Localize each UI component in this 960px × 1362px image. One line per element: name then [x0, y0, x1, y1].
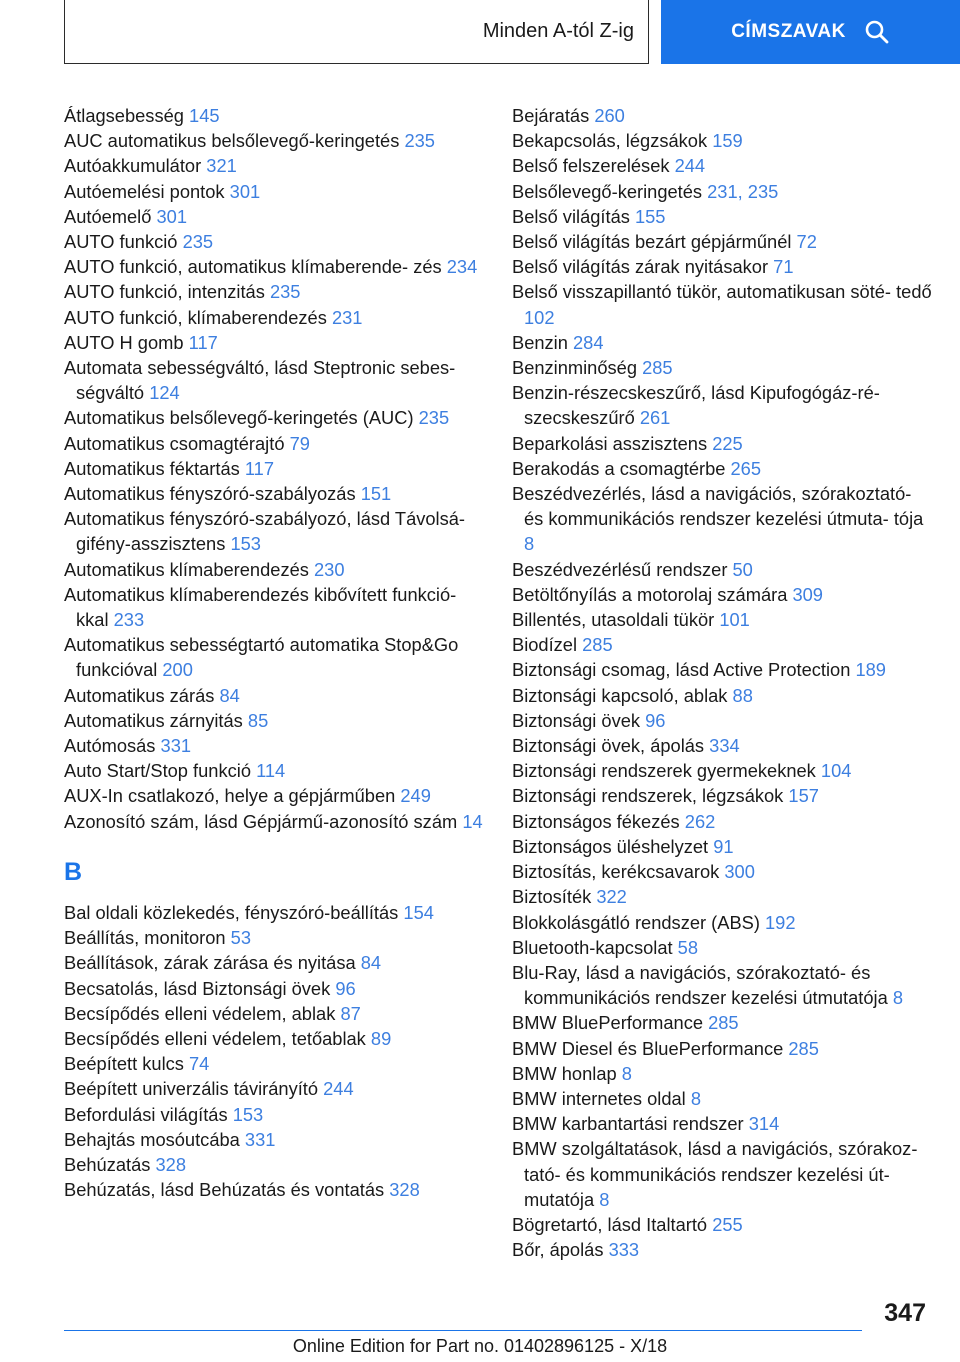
index-entry-page-link[interactable]: 285	[582, 634, 613, 656]
index-entry	[512, 809, 932, 834]
index-entry-text: Automata sebességváltó, lásd Steptronic sebes- ségváltó	[64, 357, 456, 404]
index-entry-page-link[interactable]: 84	[360, 952, 382, 974]
index-entry	[64, 1026, 486, 1051]
index-entry-page-link[interactable]: 235	[418, 407, 450, 429]
index-entry-text: Autóakkumulátor	[64, 155, 202, 177]
index-entry	[64, 950, 486, 975]
index-list-a	[64, 103, 486, 834]
index-entry	[512, 103, 932, 128]
index-entry-text: Becsatolás, lásd Biztonsági övek	[64, 977, 331, 999]
index-entry-page-link[interactable]: 230	[313, 558, 345, 580]
index-entry-page-link[interactable]: 117	[188, 331, 218, 353]
index-entry	[512, 910, 932, 935]
index-entry	[512, 582, 932, 607]
index-entry	[64, 632, 486, 682]
index-entry	[64, 1051, 486, 1076]
index-entry	[512, 632, 932, 657]
index-entry-text: AUTO funkció, intenzitás	[64, 281, 265, 303]
index-entry-text: Autóemelő	[64, 205, 152, 227]
index-entry	[64, 683, 486, 708]
index-entry-page-link[interactable]: 74	[189, 1053, 210, 1075]
index-entry-text: Automatikus fényszóró-szabályozó, lásd Távolsá- gifény-asszisztens	[64, 508, 466, 555]
index-entry-page-link[interactable]: 8	[524, 533, 535, 555]
index-entry	[512, 254, 932, 279]
index-entry	[512, 456, 932, 481]
index-entry	[64, 900, 486, 925]
index-entry-text: BMW BluePerformance	[512, 1012, 703, 1034]
index-entry-page-link[interactable]: 154	[403, 901, 434, 923]
index-entry-page-link[interactable]: 151	[360, 483, 392, 505]
index-entry-text: Blu-Ray, lásd a navigációs, szórakoztató- és kommunikációs rendszer kezelési útmutatója	[512, 961, 888, 1009]
index-entry	[512, 153, 932, 178]
index-entry-text: Biztonságos üléshelyzet	[512, 835, 709, 857]
index-entry	[512, 935, 932, 960]
index-entry-text: AUC automatikus belsőlevegő-keringetés	[64, 130, 400, 152]
index-entry-text: Beszédvezérlés, lásd a navigációs, szórakoztató- és kommunikációs rendszer kezelési útmuta- tója	[512, 483, 924, 530]
index-entry-page-link[interactable]: 8	[621, 1062, 632, 1084]
index-entry	[512, 1086, 932, 1111]
index-entry-text: Bögretartó, lásd Italtartó	[512, 1213, 708, 1235]
index-entry-page-link[interactable]: 285	[708, 1012, 739, 1034]
index-entry	[64, 153, 486, 178]
index-entry-page-link[interactable]: 50	[732, 558, 753, 580]
index-entry-text: Automatikus csomagtérajtó	[64, 432, 285, 454]
index-entry-text: Bluetooth-kapcsolat	[512, 936, 673, 958]
index-entry	[512, 355, 932, 380]
index-entry-text: Bekapcsolás, légzsákok	[512, 130, 708, 152]
index-entry	[64, 557, 486, 582]
index-entry-text: Bőr, ápolás	[512, 1239, 604, 1261]
index-entry-text: BMW internetes oldal	[512, 1087, 686, 1109]
keywords-tab-label: CÍMSZAVAK	[731, 21, 846, 42]
index-entry-text: BMW karbantartási rendszer	[512, 1113, 744, 1135]
index-entry-page-link[interactable]: 88	[732, 684, 753, 706]
index-entry	[64, 254, 486, 279]
index-entry	[64, 128, 486, 153]
index-entry	[64, 1177, 486, 1202]
index-entry	[64, 809, 486, 834]
index-entry-text: Autómosás	[64, 735, 156, 757]
index-entry-page-link[interactable]: 14	[462, 810, 483, 832]
index-entry-text: Betöltőnyílás a motorolaj számára	[512, 583, 788, 605]
index-entry-page-link[interactable]: 314	[748, 1113, 780, 1135]
index-entry-page-link[interactable]: 114	[256, 760, 286, 782]
index-entry-page-link[interactable]: 265	[730, 457, 762, 479]
index-entry	[512, 1036, 932, 1061]
index-entry-page-link[interactable]: 249	[400, 785, 431, 807]
index-entry-text: Automatikus sebességtartó automatika Stop&Go funkcióval	[64, 634, 459, 681]
index-entry-text: Azonosító szám, lásd Gépjármű-azonosító szám	[64, 810, 458, 832]
header	[0, 0, 960, 66]
index-entry-text: Beparkolási asszisztens	[512, 432, 708, 454]
index-entry	[512, 380, 932, 430]
index-entry-text: Becsípődés elleni védelem, tetőablak	[64, 1027, 366, 1049]
index-entry-text: Biztonsági kapcsoló, ablak	[512, 684, 728, 706]
index-entry-text: Behúzatás	[64, 1153, 151, 1175]
index-entry-page-link[interactable]: 284	[573, 331, 604, 353]
index-entry	[512, 330, 932, 355]
index-entry	[64, 1102, 486, 1127]
index-entry-text: Beállítás, monitoron	[64, 927, 226, 949]
index-entry	[64, 506, 486, 556]
index-entry	[64, 204, 486, 229]
search-icon	[864, 19, 890, 45]
index-entry-text: Beépített univerzális távirányító	[64, 1078, 319, 1100]
index-entry	[64, 1001, 486, 1026]
index-entry-page-link[interactable]: 334	[709, 735, 740, 757]
index-entry-page-link[interactable]: 189	[855, 659, 886, 681]
index-entry	[64, 976, 486, 1001]
index-entry	[64, 1152, 486, 1177]
index-entry-page-link[interactable]: 8	[690, 1087, 702, 1109]
index-entry	[512, 1010, 932, 1035]
index-entry	[512, 683, 932, 708]
index-entry-page-link[interactable]: 104	[820, 760, 852, 782]
index-entry-text: Beszédvezérlésű rendszer	[512, 558, 728, 580]
index-entry-page-link[interactable]: 153	[232, 1103, 264, 1125]
index-entry-page-link[interactable]: 300	[724, 861, 755, 883]
index-entry-page-link[interactable]: 322	[596, 886, 627, 908]
index-entry-page-link[interactable]: 321	[206, 155, 237, 177]
index-list-b	[64, 900, 486, 1202]
index-entry	[64, 925, 486, 950]
index-entry-page-link[interactable]: 117	[244, 457, 275, 479]
index-entry-text: AUTO funkció	[64, 231, 178, 253]
index-entry-page-link[interactable]: 102	[524, 306, 555, 328]
index-entry-page-link[interactable]: 53	[230, 927, 252, 949]
index-entry-page-link[interactable]: 333	[608, 1239, 640, 1261]
index-entry-text: Automatikus féktartás	[64, 457, 240, 479]
index-entry-text: AUTO H gomb	[64, 331, 184, 353]
index-entry-page-link[interactable]: 235	[404, 130, 435, 152]
index-entry-text: Belső világítás zárak nyitásakor	[512, 256, 769, 278]
index-entry-page-link[interactable]: 124	[149, 382, 180, 404]
index-entry-page-link[interactable]: 255	[712, 1213, 743, 1235]
index-entry-page-link[interactable]: 157	[788, 785, 819, 807]
index-entry	[512, 179, 932, 204]
index-entry	[512, 128, 932, 153]
index-entry-page-link[interactable]: 155	[634, 205, 666, 227]
index-entry-text: Auto Start/Stop funkció	[64, 760, 251, 782]
index-entry	[64, 103, 486, 128]
keywords-tab[interactable]	[661, 0, 960, 64]
index-entry	[64, 229, 486, 254]
index-entry-page-link[interactable]: 8	[892, 987, 904, 1009]
index-entry-text: Automatikus zárnyitás	[64, 709, 243, 731]
index-entry-text: BMW Diesel és BluePerformance	[512, 1037, 784, 1059]
index-entry-text: Automatikus klímaberendezés	[64, 558, 309, 580]
index-entry-text: Belső visszapillantó tükör, automatikusan söté- tedő	[512, 281, 932, 303]
index-entry-page-link[interactable]: 244	[323, 1078, 354, 1100]
index-column-right	[512, 103, 932, 1262]
index-entry	[64, 582, 486, 632]
index-entry-text: AUTO funkció, klímaberendezés	[64, 306, 327, 328]
index-entry-text: Benzinminőség	[512, 357, 637, 379]
index-entry	[512, 481, 932, 557]
footer-edition: Online Edition for Part no. 01402896125 - X/18	[292, 1336, 668, 1356]
index-entry-page-link[interactable]: 8	[599, 1188, 610, 1210]
index-entry-page-link[interactable]: 153	[230, 533, 261, 555]
index-entry-text: AUX-In csatlakozó, helye a gépjárműben	[64, 785, 396, 807]
index-entry-page-link[interactable]: 235	[182, 231, 214, 253]
index-entry-text: Belső felszerelések	[512, 155, 670, 177]
index-entry-text: BMW szolgáltatások, lásd a navigációs, szórakoz- tató- és kommunikációs rendszer kezelési út- mutatója	[512, 1138, 918, 1210]
index-entry	[64, 708, 486, 733]
index-entry	[64, 355, 486, 405]
index-entry-text: Befordulási világítás	[64, 1103, 228, 1125]
index-entry-text: AUTO funkció, automatikus klímaberende- zés	[64, 256, 442, 278]
index-entry	[512, 960, 932, 1010]
index-entry-page-link[interactable]: 87	[340, 1002, 361, 1024]
index-entry-page-link[interactable]: 96	[335, 977, 356, 999]
index-entry	[64, 405, 486, 430]
index-entry-page-link[interactable]: 145	[189, 105, 220, 126]
index-entry-page-link[interactable]: 72	[796, 231, 817, 253]
index-entry-text: Biztonsági övek, ápolás	[512, 735, 705, 757]
index-entry	[512, 279, 932, 329]
index-entry-page-link[interactable]: 261	[639, 407, 671, 429]
index-column-left	[64, 103, 486, 1202]
index-entry-text: Benzin	[512, 331, 568, 353]
index-entry	[512, 1212, 932, 1237]
index-entry	[64, 1076, 486, 1101]
index-entry-text: BMW honlap	[512, 1062, 617, 1084]
index-entry-text: Autóemelési pontok	[64, 180, 225, 202]
index-entry-text: Bejáratás	[512, 105, 590, 126]
index-entry-page-link[interactable]: 58	[677, 936, 699, 958]
index-entry-text: Becsípődés elleni védelem, ablak	[64, 1002, 336, 1024]
index-entry-text: Biztonsági rendszerek, légzsákok	[512, 785, 784, 807]
index-entry-text: Biztosíték	[512, 886, 592, 908]
index-entry-page-link[interactable]: 79	[289, 432, 310, 454]
index-entry	[512, 1237, 932, 1262]
index-entry-page-link[interactable]: 192	[765, 911, 796, 933]
index-entry	[64, 305, 486, 330]
index-entry-page-link[interactable]: 309	[792, 583, 823, 605]
index-entry-text: Automatikus fényszóró-szabályozás	[64, 483, 356, 505]
index-entry	[64, 179, 486, 204]
index-entry	[512, 557, 932, 582]
index-entry-page-link[interactable]: 233	[113, 609, 145, 631]
index-entry-text: Biztonsági rendszerek gyermekeknek	[512, 760, 816, 782]
index-entry	[512, 657, 932, 682]
index-entry-page-link[interactable]: 101	[719, 609, 750, 631]
index-entry-text: Belső világítás bezárt gépjárműnél	[512, 231, 792, 253]
index-entry-page-link[interactable]: 234	[446, 256, 478, 278]
index-entry-page-link[interactable]: 85	[247, 709, 269, 731]
index-entry	[64, 431, 486, 456]
index-entry-page-link[interactable]: 331	[244, 1128, 276, 1150]
index-entry	[512, 884, 932, 909]
index-entry-page-link[interactable]: 200	[162, 659, 193, 681]
section-letter-b: B	[64, 857, 83, 886]
index-entry-page-link[interactable]: 84	[219, 684, 240, 706]
index-entry	[64, 456, 486, 481]
index-entry	[64, 783, 486, 808]
index-entry	[512, 431, 932, 456]
az-index-tab[interactable]	[64, 0, 649, 64]
index-entry-page-link[interactable]: 301	[229, 180, 261, 202]
index-entry	[64, 758, 486, 783]
footer-rule	[64, 1330, 862, 1331]
index-entry-page-link[interactable]: 159	[712, 130, 743, 152]
index-entry	[64, 330, 486, 355]
index-entry-page-link[interactable]: 328	[389, 1179, 420, 1201]
index-entry-text: Billentés, utasoldali tükör	[512, 609, 715, 631]
index-entry-page-link[interactable]: 235	[269, 281, 301, 303]
index-entry-page-link[interactable]: 301	[156, 205, 188, 227]
index-entry	[64, 1127, 486, 1152]
index-entry-text: Behajtás mosóutcába	[64, 1128, 240, 1150]
index-entry-page-link[interactable]: 71	[773, 256, 794, 278]
index-entry-text: Blokkolásgátló rendszer (ABS)	[512, 911, 760, 933]
index-entry-text: Belső világítás	[512, 205, 630, 227]
az-index-tab-label: Minden A-tól Z-ig	[482, 20, 634, 42]
index-list-b-continued	[512, 103, 932, 1262]
index-entry-page-link[interactable]: 260	[594, 105, 625, 126]
index-entry-page-link[interactable]: 328	[155, 1153, 186, 1175]
index-entry-text: Behúzatás, lásd Behúzatás és vontatás	[64, 1179, 385, 1201]
index-entry-text: Biztosítás, kerékcsavarok	[512, 861, 720, 883]
index-entry	[512, 1061, 932, 1086]
index-entry-page-link[interactable]: 231, 235	[707, 180, 779, 202]
index-entry	[512, 204, 932, 229]
index-entry-page-link[interactable]: 231	[331, 306, 363, 328]
index-entry-page-link[interactable]: 91	[713, 835, 734, 857]
index-entry	[512, 607, 932, 632]
index-entry-text: Bal oldali közlekedés, fényszóró-beállítás	[64, 901, 399, 923]
index-entry	[512, 708, 932, 733]
index-entry-text: Átlagsebesség	[64, 105, 184, 126]
index-entry-text: Biztonsági csomag, lásd Active Protection	[512, 659, 851, 681]
index-entry-page-link[interactable]: 285	[642, 357, 673, 379]
index-entry	[64, 733, 486, 758]
index-entry-page-link[interactable]: 262	[684, 810, 716, 832]
page-number: 347	[884, 1299, 926, 1327]
index-entry	[512, 229, 932, 254]
index-entry	[64, 481, 486, 506]
index-entry	[512, 859, 932, 884]
index-entry-text: Benzin-részecskeszűrő, lásd Kipufogógáz-ré- szecskeszűrő	[512, 382, 880, 429]
index-entry	[512, 733, 932, 758]
index-entry-text: Beépített kulcs	[64, 1053, 184, 1075]
index-entry	[512, 758, 932, 783]
index-entry	[64, 279, 486, 304]
index-entry-page-link[interactable]: 89	[370, 1027, 392, 1049]
index-entry	[512, 1111, 932, 1136]
index-entry-text: Biztonsági övek	[512, 709, 641, 731]
index-entry-text: Biztonságos fékezés	[512, 810, 680, 832]
index-entry-text: Berakodás a csomagtérbe	[512, 457, 726, 479]
index-entry-page-link[interactable]: 285	[788, 1037, 819, 1059]
index-entry	[512, 834, 932, 859]
index-entry-text: Automatikus belsőlevegő-keringetés (AUC)	[64, 407, 414, 429]
index-entry-text: Automatikus klímaberendezés kibővített funkció- kkal	[64, 583, 457, 631]
index-entry-page-link[interactable]: 331	[160, 735, 192, 757]
index-entry-text: Biodízel	[512, 634, 578, 656]
index-entry-page-link[interactable]: 244	[674, 155, 706, 177]
index-entry-text: Beállítások, zárak zárása és nyitása	[64, 952, 356, 974]
index-entry-text: Belsőlevegő-keringetés	[512, 180, 703, 202]
index-entry-page-link[interactable]: 225	[712, 432, 743, 454]
index-entry	[512, 1136, 932, 1212]
index-entry-page-link[interactable]: 96	[645, 709, 666, 731]
index-entry-text: Automatikus zárás	[64, 684, 215, 706]
index-entry	[512, 783, 932, 808]
